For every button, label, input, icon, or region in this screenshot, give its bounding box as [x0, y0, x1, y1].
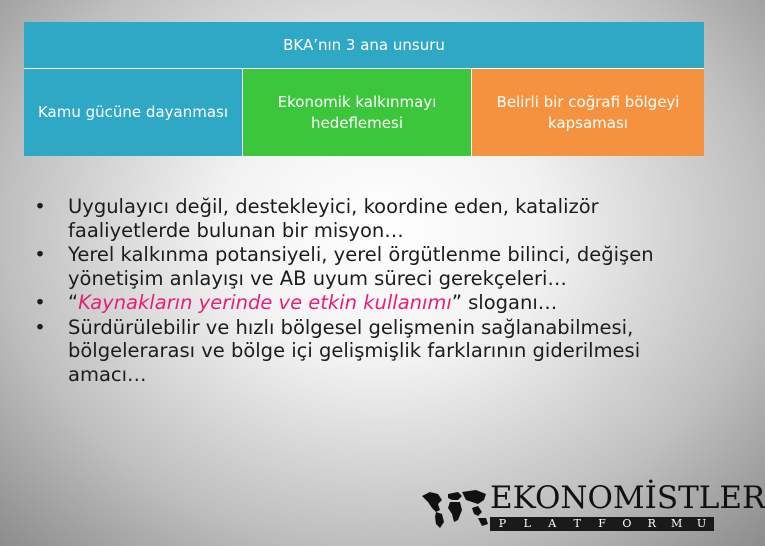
logo-letter: M	[671, 517, 683, 530]
elements-table	[24, 22, 704, 156]
logo-letter: P	[498, 517, 507, 530]
logo-letter: U	[696, 517, 707, 530]
table-row	[24, 69, 704, 156]
world-map-icon	[418, 486, 490, 530]
slogan-highlight: Kaynakların yerinde ve etkin kullanımı	[78, 291, 452, 314]
list-item	[30, 243, 700, 290]
logo-letter: A	[548, 517, 557, 530]
cell-economic-development: Ekonomik kalkınmayı hedeflemesi	[243, 69, 472, 156]
list-item	[30, 316, 700, 387]
bullet-icon: •	[34, 195, 46, 218]
logo-letter: F	[598, 517, 606, 530]
bullet-text: Sürdürülebilir ve hızlı bölgesel gelişmenin sağlanabilmesi, bölgelerarası ve bölge içi gelişmişlik farklarının giderilmesi amacı…	[68, 315, 641, 386]
logo-brand-text: EKONOMİSTLER	[490, 480, 765, 516]
bullet-list	[30, 195, 700, 387]
bullet-text: Uygulayıcı değil, destekleyici, koordine eden, katalizör faaliyetlerde bulunan bir misyon…	[68, 195, 599, 242]
logo-letter: O	[622, 517, 632, 530]
list-item	[30, 195, 700, 242]
logo-letter: R	[647, 517, 656, 530]
bullet-icon: •	[34, 291, 46, 314]
logo-letter: L	[523, 517, 531, 530]
ekonomistler-logo	[418, 480, 765, 534]
bullet-icon: •	[34, 243, 46, 266]
logo-subtitle-bar	[490, 517, 714, 531]
list-item	[30, 291, 700, 315]
bullet-text-prefix: “	[68, 291, 79, 314]
bullet-text-suffix: ” sloganı…	[451, 291, 558, 314]
bullet-icon: •	[34, 315, 46, 339]
cell-geographic-region: Belirli bir coğrafi bölgeyi kapsaması	[472, 69, 704, 156]
table-title: BKA’nın 3 ana unsuru	[24, 22, 704, 69]
cell-public-power: Kamu gücüne dayanması	[24, 69, 243, 156]
bullet-text: Yerel kalkınma potansiyeli, yerel örgütlenme bilinci, değişen yönetişim anlayışı ve AB uyum süreci gerekçeleri…	[68, 243, 654, 290]
logo-letter: T	[573, 517, 581, 530]
